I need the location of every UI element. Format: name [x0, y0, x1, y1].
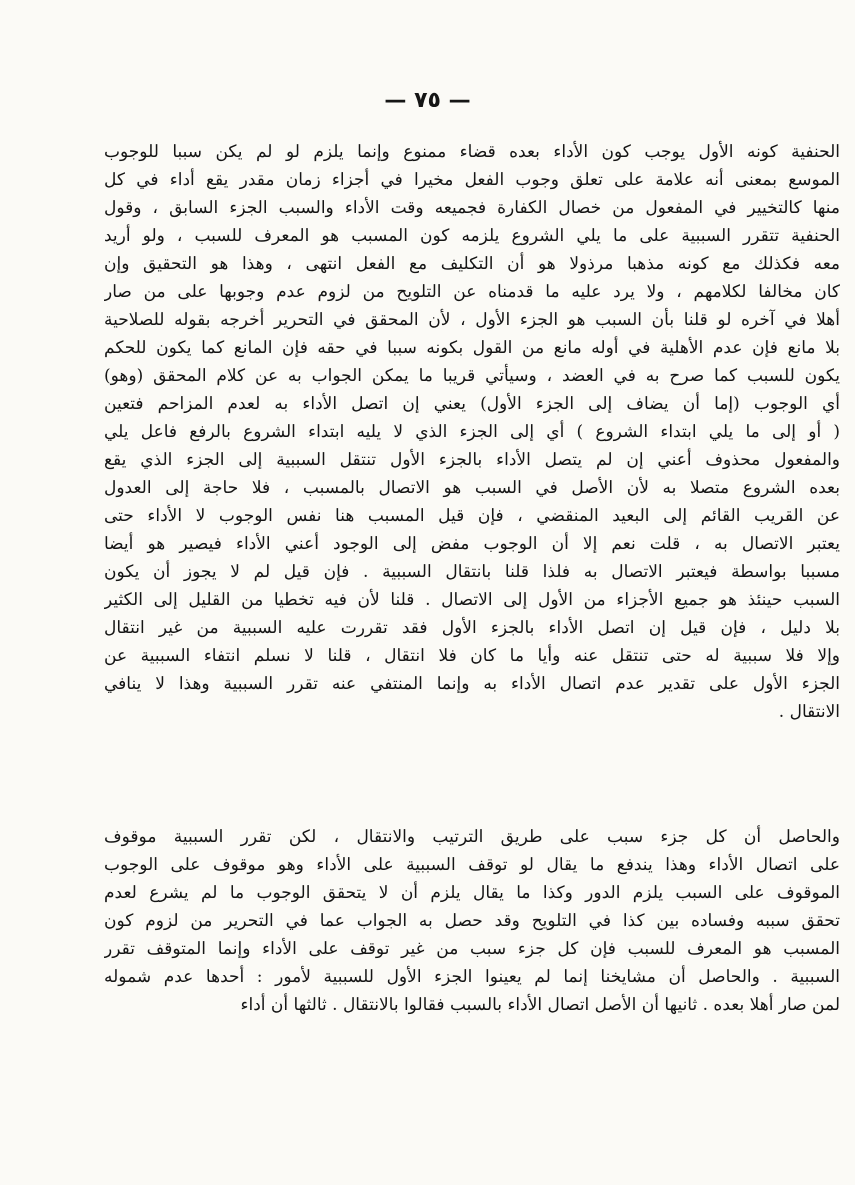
text-line: على اتصال الأداء وهذا يندفع ما يقال لو توقف السببية على الأداء وهو موقوف على الوجوب	[104, 855, 840, 875]
text-line: والحاصل أن كل جزء سبب على طريق الترتيب والانتقال ، لكن تقرر السببية موقوف	[104, 827, 840, 847]
text-line: بعده الشروع متصلا به لأن الأصل في السبب هو الاتصال بالمسبب ، فلا حاجة إلى العدول	[104, 478, 840, 498]
text-line: مسببا بواسطة فيعتبر الاتصال به فلذا قلنا بانتقال السببية . فإن قيل لم لا يجوز أن يكون	[104, 562, 840, 582]
text-line: الموسع بمعنى أنه علامة على تعلق وجوب الفعل مخيرا في أجزاء زمان مقدر يقع أداء في كل	[104, 170, 840, 190]
text-line: بلا دليل ، فإن قيل إن اتصل الأداء بالجزء الأول فقد تقررت عليه السببية من غير انتقال	[104, 618, 840, 638]
text-line: المسبب هو المعرف للسبب فإن كل جزء سبب من غير توقف على الأداء وإنما المتوقف تقرر	[104, 939, 840, 959]
text-line: الجزء الأول على تقدير عدم اتصال الأداء به وإنما المنتفي عنه تقرر السببية وهذا لا ينافي	[104, 674, 840, 694]
text-line: يكون للسبب كما صرح به في العضد ، وسيأتي قريبا ما يمكن الجواب به عن كلام المحقق (وهو)	[104, 366, 840, 386]
text-line: تحقق سببه وفساده بين كذا في التلويح وقد حصل به الجواب عما في التحرير من لزوم كون	[104, 911, 840, 931]
text-line: بلا مانع فإن عدم الأهلية في أوله مانع من القول بكونه سببا في حقه فإن المانع كما يكون للحكم	[104, 338, 840, 358]
text-line: السبب حينئذ هو جميع الأجزاء من الأول إلى الاتصال . قلنا لأن فيه تخطيا من القليل إلى الكثير	[104, 590, 840, 610]
text-line: السببية . والحاصل أن مشايخنا إنما لم يعينوا الجزء الأول للسببية لأمور : أحدها عدم شموله	[104, 967, 840, 987]
text-line: معه فكذلك مع كونه مذهبا مرذولا هو أن التكليف مع الفعل انتهى ، وهذا هو التحقيق وإن	[104, 254, 840, 274]
text-line: ( أو إلى ما يلي ابتداء الشروع ) أي إلى الجزء الذي لا يليه ابتداء الشروع بالرفع فاعل يلي	[104, 422, 840, 442]
text-line: الانتقال .	[778, 702, 840, 722]
text-line: أهلا في آخره لو قلنا بأن السبب هو الجزء الأول ، لأن المحقق في التحرير أخرجه بقوله للصلاحية	[104, 310, 840, 330]
text-line: الموقوف على السبب يلزم الدور وكذا ما يقال يلزم أن لا يتحقق الوجوب ما لم يشرع لعدم	[104, 883, 840, 903]
text-line: عن القريب القائم إلى البعيد المنقضي ، فإن قيل المسبب هنا نفس الوجوب لا الأداء حتى	[104, 506, 840, 526]
text-line: يعتبر الاتصال به ، قلت نعم إلا أن الوجوب مفض إلى الوجود أعني الأداء فيصير هو أيضا	[104, 534, 840, 554]
text-line: الحنفية كونه الأول يوجب كون الأداء بعده قضاء ممنوع وإنما يلزم لو لم يكن سببا للوجوب	[104, 142, 840, 162]
text-line: لمن صار أهلا بعده . ثانيها أن الأصل اتصال الأداء بالسبب فقالوا بالانتقال . ثالثها أن أداء	[240, 995, 840, 1015]
paragraph-2	[104, 823, 840, 1019]
text-line: الحنفية تتقرر السببية على ما يلي الشروع يلزمه كون المسبب هو المعرف للسبب ، ولو أريد	[104, 226, 840, 246]
paragraph-1	[104, 138, 840, 726]
page-number: — ٧٥ —	[384, 88, 471, 113]
text-line: منها كالتخيير في المفعول من خصال الكفارة فجميعه وقت الأداء والسبب الجزء السابق ، وقول	[104, 198, 840, 218]
text-line: أي الوجوب (إما أن يضاف إلى الجزء الأول) يعني إن اتصل الأداء به لعدم المزاحم فتعين	[104, 394, 840, 414]
text-line: كان مخالفا لكلامهم ، ولا يرد عليه ما قدمناه عن التلويح من لزوم عدم وجوبها على من صار	[104, 282, 840, 302]
text-line: والمفعول محذوف أعني إن لم يتصل الأداء بالجزء الأول تنتقل السببية إلى الجزء الذي يقع	[104, 450, 840, 470]
text-line: وإلا فلا سببية له حتى تنتقل عنه وأيا ما كان فلا انتقال ، قلنا لا نسلم انتفاء السببية عن	[104, 646, 840, 666]
